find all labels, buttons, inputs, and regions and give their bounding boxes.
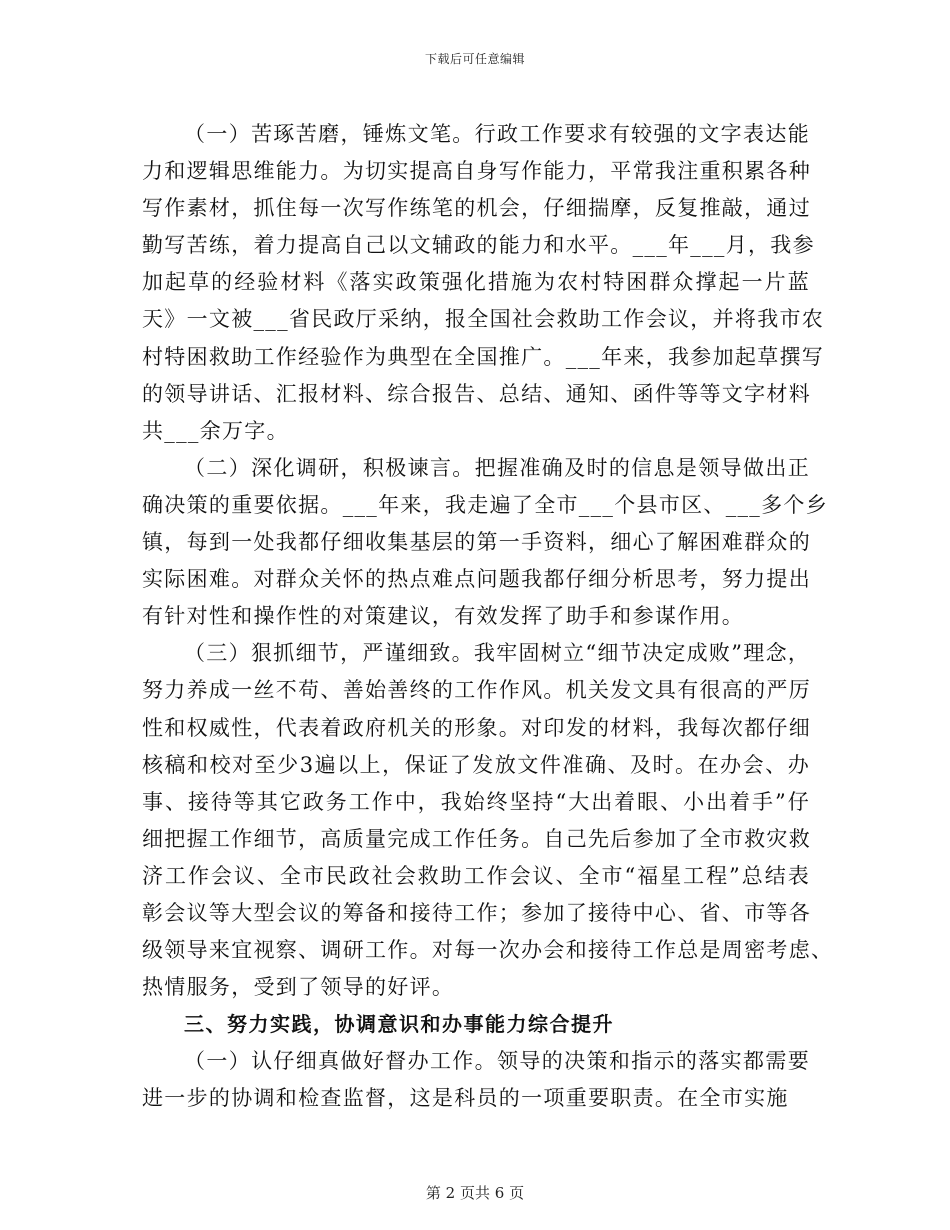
text-line: 力和逻辑思维能力。为切实提高自身写作能力，平常我注重积累各种 [142,159,811,184]
page-number: 第 2 页共 6 页 [425,1184,525,1202]
text-line: 实际困难。对群众关怀的热点难点问题我都仔细分析思考，努力提出 [142,567,811,592]
text-line: （一）苦琢苦磨，锤炼文笔。行政工作要求有较强的文字表达能 [184,122,810,146]
text-line: 事、接待等其它政务工作中，我始终坚持“大出着眼、小出着手”仔 [142,789,810,814]
text-line: （三）狠抓细节，严谨细致。我牢固树立“细节决定成败”理念， [184,641,811,666]
text-line: 努力养成一丝不苟、善始善终的工作作风。机关发文具有很高的严厉 [142,678,811,703]
text-line: 共___余万字。 [142,418,289,443]
text-line: 勤写苦练，着力提高自己以文辅政的能力和水平。___年___月，我参 [142,233,815,258]
text-line: 写作素材，抓住每一次写作练笔的机会，仔细揣摩，反复推敲，通过 [142,196,811,221]
document-body [142,116,834,1118]
text-line: 确决策的重要依据。___年来，我走遍了全市___个县市区、___多个乡 [142,492,828,517]
text-line: 天》一文被___省民政厅采纳，报全国社会救助工作会议，并将我市农 [142,307,825,332]
text-line: 有针对性和操作性的对策建议，有效发挥了助手和参谋作用。 [142,604,745,629]
page-header: 下载后可任意编辑 [424,52,525,66]
text-line: 镇，每到一处我都仔细收集基层的第一手资料，细心了解困难群众的 [142,530,811,555]
section-heading: 三、努力实践，协调意识和办事能力综合提升 [184,1012,614,1037]
text-line: 核稿和校对至少3遍以上，保证了发放文件准确、及时。在办会、办 [142,752,810,777]
text-line: 的领导讲话、汇报材料、综合报告、总结、通知、函件等等文字材料 [142,381,811,406]
text-line: 细把握工作细节，高质量完成工作任务。自己先后参加了全市救灾救 [142,826,811,851]
text-line: 彰会议等大型会议的筹备和接待工作；参加了接待中心、省、市等各 [142,900,811,925]
text-line: 村特困救助工作经验作为典型在全国推广。___年来，我参加起草撰写 [142,344,825,369]
text-line: 级领导来宜视察、调研工作。对每一次办会和接待工作总是周密考虑、 [142,938,834,963]
text-line: 热情服务，受到了领导的好评。 [142,975,455,1000]
text-line: （一）认仔细真做好督办工作。领导的决策和指示的落实都需要 [184,1049,810,1074]
text-line: 性和权威性，代表着政府机关的形象。对印发的材料，我每次都仔细 [142,715,811,740]
text-line: 济工作会议、全市民政社会救助工作会议、全市“福星工程”总结表 [142,863,810,888]
text-line: 加起草的经验材料《落实政策强化措施为农村特困群众撑起一片蓝 [142,270,810,295]
text-line: （二）深化调研，积极谏言。把握准确及时的信息是领导做出正 [184,455,810,480]
text-line: 进一步的协调和检查监督，这是科员的一项重要职责。在全市实施 [142,1086,789,1111]
